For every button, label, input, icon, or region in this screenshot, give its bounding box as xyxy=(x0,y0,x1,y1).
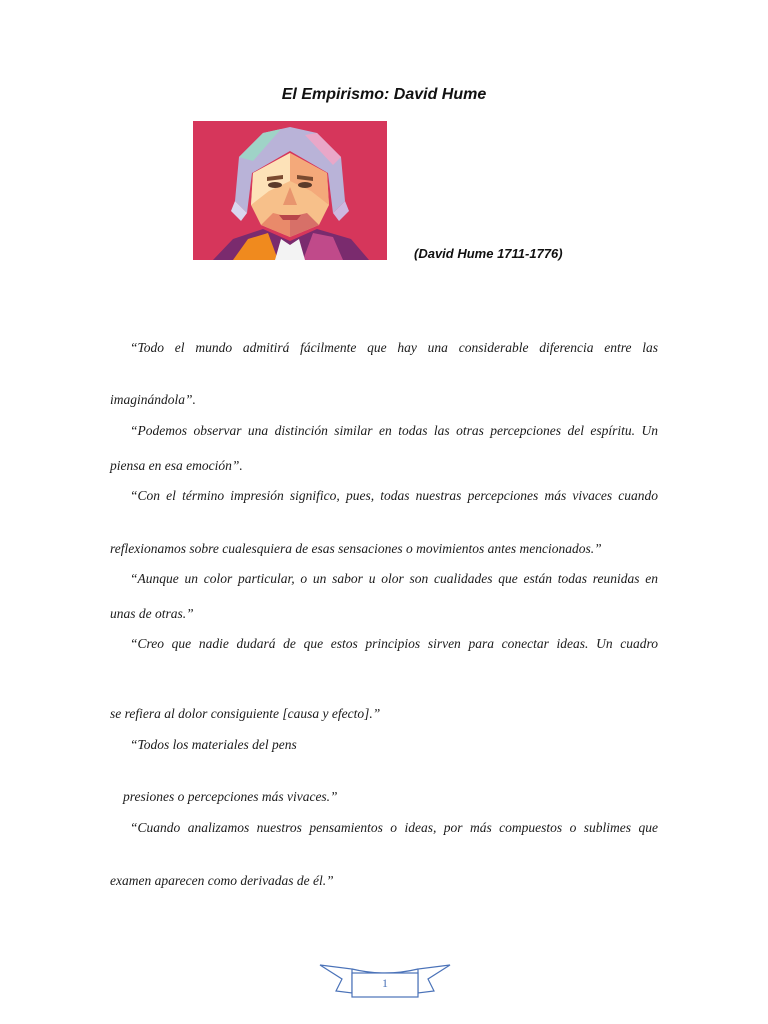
quote-line-14: examen aparecen como derivadas de él.” xyxy=(110,873,334,888)
quote-line-5: “Con el término impresión significo, pues, todas nuestras percepciones más vivaces cuando xyxy=(130,488,658,503)
david-hume-portrait xyxy=(193,121,387,260)
quote-line-2: imaginándola”. xyxy=(110,392,196,407)
quote-line-3: “Podemos observar una distinción similar en todas las otras percepciones del espíritu. Un xyxy=(130,423,658,438)
page-number: 1 xyxy=(382,976,388,990)
quote-line-1: “Todo el mundo admitirá fácilmente que hay una considerable diferencia entre las xyxy=(130,340,658,355)
quote-line-11: “Todos los materiales del pens xyxy=(130,737,297,752)
document-title: El Empirismo: David Hume xyxy=(281,86,487,103)
quote-line-8: unas de otras.” xyxy=(110,606,194,621)
quote-line-4: piensa en esa emoción”. xyxy=(110,458,243,473)
portrait-caption: (David Hume 1711-1776) xyxy=(414,246,563,261)
quote-line-9: “Creo que nadie dudará de que estos principios sirven para conectar ideas. Un cuadro xyxy=(130,636,658,651)
page-footer xyxy=(318,963,452,999)
quote-line-13: “Cuando analizamos nuestros pensamientos o ideas, por más compuestos o sublimes que xyxy=(130,820,658,835)
quote-line-6: reflexionamos sobre cualesquiera de esas sensaciones o movimientos antes mencionados.” xyxy=(110,541,602,556)
quote-line-12: presiones o percepciones más vivaces.” xyxy=(123,789,338,804)
quote-line-10: se refiera al dolor consiguiente [causa y efecto].” xyxy=(110,706,381,721)
quote-line-7: “Aunque un color particular, o un sabor u olor son cualidades que están todas reunidas en xyxy=(130,571,658,586)
